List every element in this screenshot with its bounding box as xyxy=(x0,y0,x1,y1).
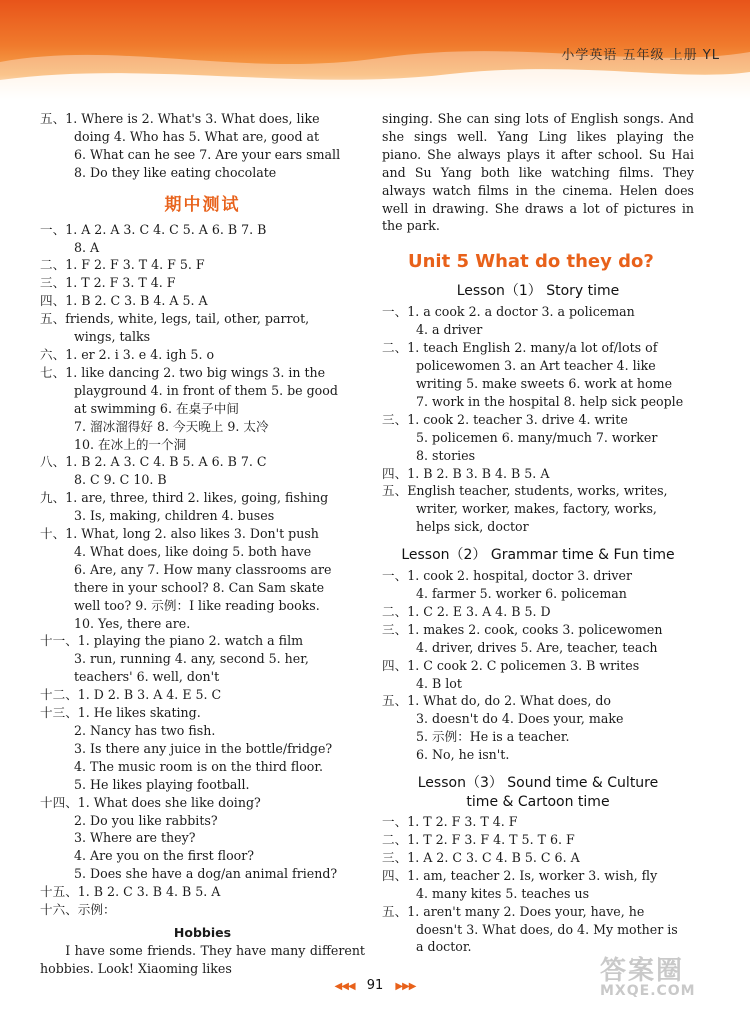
answer-line: 8. stories xyxy=(416,447,476,463)
answer-line: 5. policemen 6. many/much 7. worker xyxy=(416,429,658,445)
lesson-title-line2: time & Cartoon time xyxy=(466,794,610,811)
answer-line: 八、1. B 2. A 3. C 4. B 5. A 6. B 7. C xyxy=(40,454,267,470)
answer-line: 十、1. What, long 2. also likes 3. Don't push xyxy=(40,526,319,542)
answer-line: 4. Are you on the first floor? xyxy=(74,848,255,864)
answer-line: 九、1. are, three, third 2. likes, going, fishing xyxy=(40,490,329,506)
answer-line: 3. Where are they? xyxy=(74,830,196,846)
section-title-midterm: 期中测试 xyxy=(164,194,241,215)
answer-line: 三、1. makes 2. cook, cooks 3. policewomen xyxy=(382,621,663,637)
right-column xyxy=(382,110,694,956)
answer-line: 8. A xyxy=(74,239,100,255)
answer-line: 二、1. teach English 2. many/a lot of/lots of xyxy=(382,340,658,356)
essay-text-continued: singing. She can sing lots of English songs. And she sings well. Yang Ling likes playing the piano. She always plays it after school. Su Hai and Su Yang both like watching films. They always watch films in the cinema. Helen does well in drawing. She draws a lot of pictures in the park. xyxy=(382,111,694,234)
answer-line: 五、English teacher, students, works, writes, xyxy=(382,483,668,499)
answer-line: 4. The music room is on the third floor. xyxy=(74,758,324,774)
watermark-text-small: MXQE.COM xyxy=(600,983,696,999)
previous-answers xyxy=(40,110,365,182)
answer-line: 2. Nancy has two fish. xyxy=(74,723,216,738)
answer-line: 3. Is there any juice in the bottle/fridge? xyxy=(74,740,333,756)
answer-line: 4. driver, drives 5. Are, teacher, teach xyxy=(416,639,658,655)
answer-line: 三、1. cook 2. teacher 3. drive 4. write xyxy=(382,411,628,427)
answer-line: 4. a driver xyxy=(416,322,483,338)
answer-line: 8. C 9. C 10. B xyxy=(74,472,167,488)
answer-line: 十六、示例： xyxy=(40,902,116,918)
lesson-3 xyxy=(382,772,694,956)
answer-line: 7. work in the hospital 8. help sick people xyxy=(416,393,684,409)
left-arrows-icon: ◀◀◀ xyxy=(334,981,355,992)
answer-line: 4. farmer 5. worker 6. policeman xyxy=(416,586,627,602)
answer-line: 6. Are, any 7. How many classrooms are xyxy=(74,561,332,577)
answer-line: at swimming 6. 在桌子中间 xyxy=(74,400,239,416)
answer-line: policewomen 3. an Art teacher 4. like xyxy=(416,358,656,374)
page-number: 91 xyxy=(366,978,384,993)
midterm-answers xyxy=(40,221,365,919)
answer-line: writing 5. make sweets 6. work at home xyxy=(416,375,673,391)
lesson-title: Lesson（2） Grammar time & Fun time xyxy=(401,547,675,564)
answer-line: well too? 9. 示例：I like reading books. xyxy=(74,597,320,613)
answer-line: 6. No, he isn't. xyxy=(416,747,510,763)
answer-line: writer, worker, makes, factory, works, xyxy=(416,501,657,517)
lesson-2 xyxy=(382,544,694,764)
answer-line: 十三、1. He likes skating. xyxy=(40,705,201,721)
answer-line: helps sick, doctor xyxy=(416,519,529,535)
answer-line: 3. Is, making, children 4. buses xyxy=(74,508,275,524)
unit-title: Unit 5 What do they do? xyxy=(408,251,654,273)
answer-line: 十一、1. playing the piano 2. watch a film xyxy=(40,633,304,649)
answer-line: 四、1. B 2. B 3. B 4. B 5. A xyxy=(382,465,550,481)
answer-line: 五、friends, white, legs, tail, other, parrot, xyxy=(40,311,310,327)
answer-line: 四、1. C cook 2. C policemen 3. B writes xyxy=(382,657,640,673)
answer-line: teachers' 6. well, don't xyxy=(74,669,220,685)
answer-line: 4. many kites 5. teaches us xyxy=(416,885,590,901)
answer-line: 六、1. er 2. i 3. e 4. igh 5. o xyxy=(40,346,215,362)
answer-line: 4. What does, like doing 5. both have xyxy=(74,543,312,559)
left-column xyxy=(40,110,365,978)
answer-line: 8. Do they like eating chocolate xyxy=(74,164,277,180)
lesson-1 xyxy=(382,280,694,536)
answer-line: 3. doesn't do 4. Does your, make xyxy=(416,711,624,727)
lesson-title: Lesson（3） Sound time & Culture xyxy=(417,775,659,792)
answer-line: wings, talks xyxy=(74,329,151,345)
watermark-text-big: 答案圈 xyxy=(600,956,685,986)
answer-line: 三、1. A 2. C 3. C 4. B 5. C 6. A xyxy=(382,849,580,865)
answer-line: 4. B lot xyxy=(416,675,462,691)
answer-line: 五、1. Where is 2. What's 3. What does, like xyxy=(40,111,320,126)
answer-line: 二、1. C 2. E 3. A 4. B 5. D xyxy=(382,603,551,619)
answer-line: 一、1. a cook 2. a doctor 3. a policeman xyxy=(382,304,635,320)
answer-line: 7. 溜冰溜得好 8. 今天晚上 9. 太冷 xyxy=(74,418,269,434)
answer-line: 十四、1. What does she like doing? xyxy=(40,794,261,810)
answer-line: 十五、1. B 2. C 3. B 4. B 5. A xyxy=(40,884,221,900)
answer-line: 2. Do you like rabbits? xyxy=(74,812,218,828)
answer-line: 5. He likes playing football. xyxy=(74,776,250,792)
answer-line: 五、1. What do, do 2. What does, do xyxy=(382,693,611,709)
answer-line: 3. run, running 4. any, second 5. her, xyxy=(74,651,309,667)
answer-line: 四、1. am, teacher 2. Is, worker 3. wish, fly xyxy=(382,867,658,883)
answer-line: playground 4. in front of them 5. be good xyxy=(74,382,338,398)
answer-line: a doctor. xyxy=(416,939,472,955)
answer-line: doesn't 3. What does, do 4. My mother is xyxy=(416,921,678,937)
answer-line: 10. Yes, there are. xyxy=(74,615,191,631)
answer-line: 一、1. A 2. A 3. C 4. C 5. A 6. B 7. B xyxy=(40,221,267,237)
answer-line: 6. What can he see 7. Are your ears small xyxy=(74,146,341,162)
answer-line: doing 4. Who has 5. What are, good at xyxy=(74,128,320,144)
lesson-title: Lesson（1） Story time xyxy=(456,283,620,300)
watermark-logo xyxy=(600,950,740,1020)
answer-line: 五、1. aren't many 2. Does your, have, he xyxy=(382,903,645,919)
answer-line: 10. 在冰上的一个洞 xyxy=(74,436,187,452)
essay-title: Hobbies xyxy=(173,924,232,940)
answer-line: 二、1. F 2. F 3. T 4. F 5. F xyxy=(40,257,205,273)
answer-line: 一、1. T 2. F 3. T 4. F xyxy=(382,814,518,830)
answer-line: 二、1. T 2. F 3. F 4. T 5. T 6. F xyxy=(382,832,575,847)
answer-line: 三、1. T 2. F 3. T 4. F xyxy=(40,275,176,291)
header-title: 小学英语 五年级 上册 YL xyxy=(561,48,720,63)
answer-line: 5. Does she have a dog/an animal friend? xyxy=(74,866,338,882)
answer-line: 十二、1. D 2. B 3. A 4. E 5. C xyxy=(40,687,222,703)
answer-line: 七、1. like dancing 2. two big wings 3. in the xyxy=(40,364,326,380)
answer-line: 5. 示例：He is a teacher. xyxy=(416,729,570,745)
right-arrows-icon: ▶▶▶ xyxy=(395,981,416,992)
answer-line: 四、1. B 2. C 3. B 4. A 5. A xyxy=(40,293,208,309)
answer-line: there in your school? 8. Can Sam skate xyxy=(74,579,325,595)
essay-text-start: I have some friends. They have many different hobbies. Look! Xiaoming likes xyxy=(40,942,365,976)
answer-line: 一、1. cook 2. hospital, doctor 3. driver xyxy=(382,568,633,584)
